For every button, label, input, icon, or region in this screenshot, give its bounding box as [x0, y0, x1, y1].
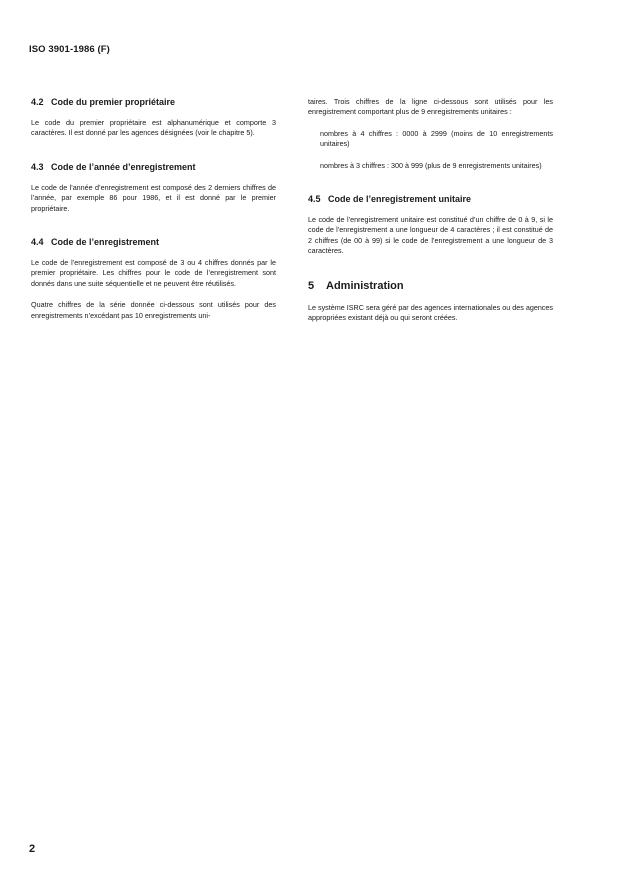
section-4-4-heading — [31, 237, 276, 247]
section-title: Code du premier propriétaire — [51, 97, 176, 107]
section-4-2-heading — [31, 97, 276, 107]
section-4-2-paragraph: Le code du premier propriétaire est alphanumérique et comporte 3 caractères. Il est donné par les agences désignées (voir le chapitre 5). — [31, 118, 276, 138]
section-4-4-continuation: taires. Trois chiffres de la ligne ci-dessous sont utilisés pour les enregistrement comportant plus de 9 enregistrements unitaires : — [308, 97, 553, 117]
section-4-4-paragraph-2: Quatre chiffres de la série donnée ci-dessous sont utilisés pour des enregistrements n’excédant pas 10 enregistrements uni- — [31, 300, 276, 320]
section-4-3-paragraph: Le code de l’année d’enregistrement est composé des 2 derniers chiffres de l’année, par exemple 86 pour 1986, et il est donné par le premier propriétaire. — [31, 182, 276, 213]
list-item-3-digit: nombres à 3 chiffres : 300 à 999 (plus de 9 enregistrements unitaires) — [320, 160, 542, 170]
section-number: 4.5 — [308, 194, 321, 205]
page-number: 2 — [29, 843, 36, 855]
section-number: 4.3 — [31, 161, 44, 172]
standard-reference: ISO 3901-1986 (F) — [29, 44, 110, 55]
section-number: 4.4 — [31, 237, 44, 248]
section-title: Code de l’année d’enregistrement — [51, 161, 196, 172]
section-4-3-heading — [31, 162, 276, 172]
section-5-paragraph: Le système ISRC sera géré par des agences internationales ou des agences appropriées existant déjà ou qui seront créées. — [308, 302, 553, 323]
section-title: Administration — [326, 279, 404, 292]
section-title: Code de l’enregistrement unitaire — [328, 194, 472, 205]
section-number: 4.2 — [31, 97, 44, 107]
section-4-5-paragraph: Le code de l’enregistrement unitaire est constitué d’un chiffre de 0 à 9, si le code de l’enregistrement a une longueur de 4 caractères ; il est constitué de 2 chiffres (de 00 à 99) si le code de l’enregistrement a une longueur de 3 caractères. — [308, 215, 553, 256]
section-4-5-heading — [308, 194, 553, 204]
section-title: Code de l’enregistrement — [51, 237, 160, 248]
left-column — [31, 97, 276, 332]
list-item-4-digit: nombres à 4 chiffres : 0000 à 2999 (moins de 10 enregistrements unitaires) — [320, 128, 553, 149]
section-5-heading — [308, 280, 553, 292]
section-4-4-paragraph-1: Le code de l’enregistrement est composé de 3 ou 4 chiffres donnés par le premier propriétaire. Les chiffres pour le code de l’enregistrement sont donnés dans une suite séquentielle et ne peuvent être réutilisés. — [31, 258, 276, 288]
section-number: 5 — [308, 279, 315, 292]
right-column — [308, 97, 553, 334]
